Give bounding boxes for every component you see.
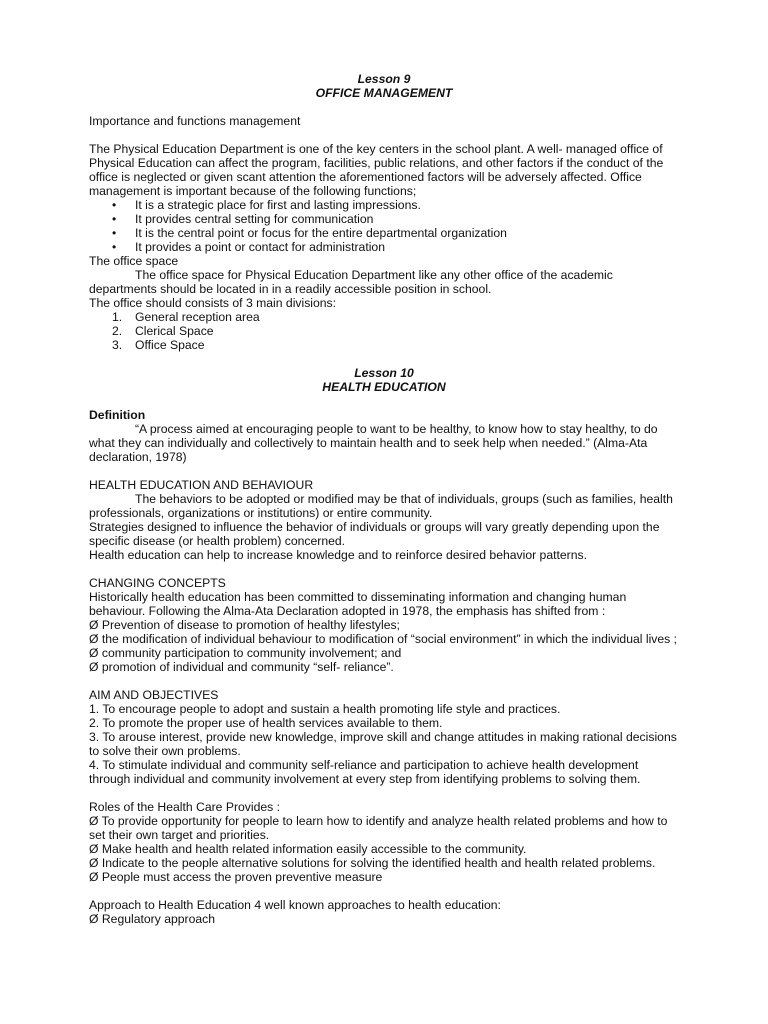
list-item: • It provides central setting for communication — [89, 212, 679, 226]
list-item: Ø Make health and health related information easily accessible to the community. — [89, 842, 527, 856]
office-space-heading: The office space — [89, 254, 179, 268]
definition-heading: Definition — [89, 408, 146, 422]
functions-list — [89, 198, 679, 254]
lesson-10-number: Lesson 10 — [354, 366, 414, 380]
roles-heading: Roles of the Health Care Provides : — [89, 800, 281, 814]
list-item: 4. To stimulate individual and community self-reliance and participation to achieve health development through individual and community involvement at every step from identifying problems to solving them. — [89, 758, 641, 786]
list-text: Office Space — [135, 338, 205, 352]
list-text: Clerical Space — [135, 324, 214, 338]
list-item: Ø community participation to community involvement; and — [89, 646, 402, 660]
changing-concepts-intro: Historically health education has been committed to disseminating information and changing human behaviour. Following the Alma-Ata Declaration adopted in 1978, the emphasis has shifted from : — [89, 590, 627, 618]
lesson-9-title: OFFICE MANAGEMENT — [315, 86, 453, 100]
list-text: General reception area — [135, 310, 260, 324]
importance-heading: Importance and functions management — [89, 114, 301, 128]
list-item: • It provides a point or contact for administration — [89, 240, 679, 254]
divisions-list — [89, 310, 679, 352]
list-number: 3. — [112, 338, 123, 352]
office-paragraph: The Physical Education Department is one of the key centers in the school plant. A well- managed office of Physical Education can affect the program, facilities, public relations, and other factors if the conduct of the office is neglected or given scant attention the aforementioned factors will be adversely affected. Office management is important because of the following functions; — [89, 142, 664, 198]
list-item: Ø the modification of individual behaviour to modification of “social environment” in which the individual lives ; — [89, 632, 678, 646]
list-item: 3. To arouse interest, provide new knowledge, improve skill and change attitudes in making rational decisions to solve their own problems. — [89, 730, 677, 758]
list-number: 1. — [112, 310, 123, 324]
behaviour-paragraph-1: The behaviors to be adopted or modified may be that of individuals, groups (such as families, health professionals, organizations or institutions) or entire community. — [89, 492, 673, 520]
list-item: • It is a strategic place for first and lasting impressions. — [89, 198, 679, 212]
list-item: • It is the central point or focus for the entire departmental organization — [89, 226, 679, 240]
list-item: 2. To promote the proper use of health services available to them. — [89, 716, 443, 730]
lesson-9-number: Lesson 9 — [357, 72, 411, 86]
divisions-intro: The office should consists of 3 main divisions: — [89, 296, 337, 310]
list-item: Ø Indicate to the people alternative solutions for solving the identified health and health related problems. — [89, 856, 656, 870]
list-item — [89, 338, 679, 352]
list-number: 2. — [112, 324, 123, 338]
document-content — [89, 72, 679, 926]
behaviour-heading: HEALTH EDUCATION AND BEHAVIOUR — [89, 478, 314, 492]
behaviour-paragraph-2: Strategies designed to influence the behavior of individuals or groups will vary greatly depending upon the specific disease (or health problem) concerned. — [89, 520, 660, 548]
list-item: Ø promotion of individual and community “self- reliance”. — [89, 660, 394, 674]
approach-heading: Approach to Health Education 4 well known approaches to health education: — [89, 898, 501, 912]
lesson-10-title: HEALTH EDUCATION — [322, 380, 446, 394]
list-item: Ø To provide opportunity for people to learn how to identify and analyze health related problems and how to set their own target and priorities. — [89, 814, 668, 842]
office-space-text: The office space for Physical Education Department like any other office of the academic departments should be located in in a readily accessible position in school. — [89, 268, 613, 296]
list-item: Ø People must access the proven preventive measure — [89, 870, 383, 884]
behaviour-paragraph-3: Health education can help to increase knowledge and to reinforce desired behavior patterns. — [89, 548, 587, 562]
list-item: Ø Prevention of disease to promotion of healthy lifestyles; — [89, 618, 400, 632]
changing-concepts-heading: CHANGING CONCEPTS — [89, 576, 226, 590]
list-item — [89, 324, 679, 338]
list-item — [89, 310, 679, 324]
aims-heading: AIM AND OBJECTIVES — [89, 688, 219, 702]
definition-text: “A process aimed at encouraging people to want to be healthy, to know how to stay healthy, to do what they can individually and collectively to maintain health and to seek help when needed.” (Alma-Ata declaration, 1978) — [89, 422, 658, 464]
list-item: 1. To encourage people to adopt and sustain a health promoting life style and practices. — [89, 702, 561, 716]
list-item: Ø Regulatory approach — [89, 912, 216, 926]
